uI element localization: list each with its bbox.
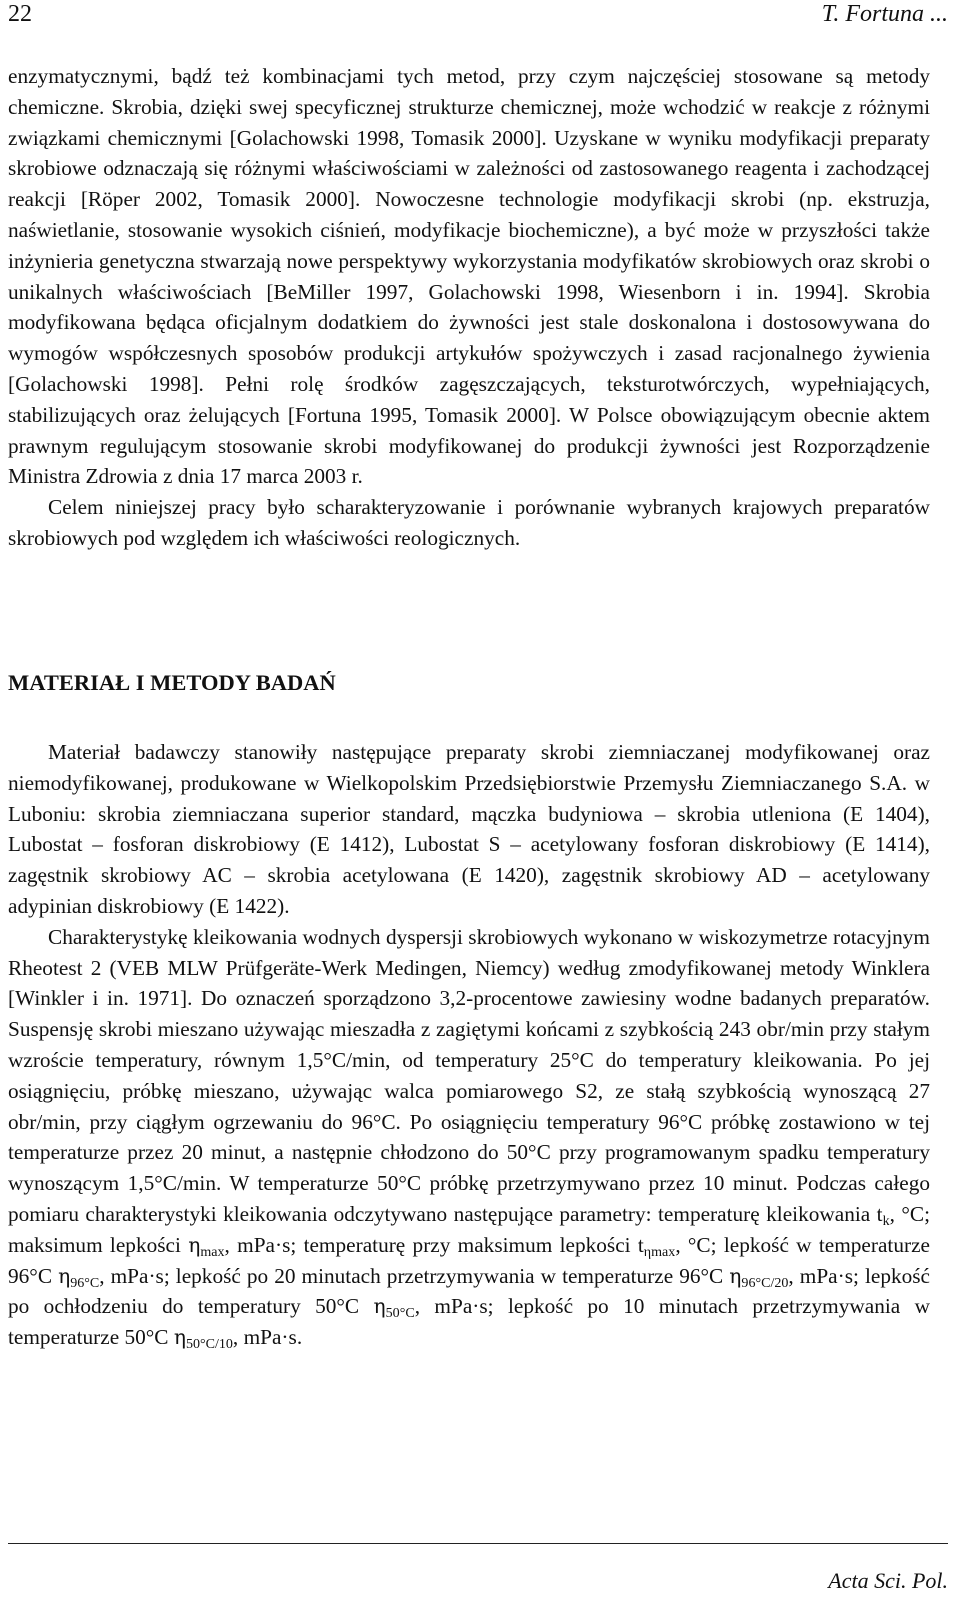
methods-text-g: , mPa·s; lepkość po 10 minutach przetrzymywania w temperaturze 50°C	[8, 1294, 931, 1350]
subscript-etamax: ηmax	[643, 1243, 676, 1260]
methods-text-a: Charakterystykę kleikowania wodnych dyspersji skrobiowych wykonano w wiskozymetrze rotacyjnym Rheotest 2 (VEB MLW Prüfgeräte-Werk Medingen, Niemcy) według zmodyfikowanej metody Winklera [Winkler i in. 1971]. Do oznaczeń sporządzono 3,2-procentowe zawiesiny wodne badanych preparatów. Suspensję skrobi mieszano używając mieszadła z zagiętymi końcami z szybkością 243 obr/min przy stałym wzroście temperatury, równym 1,5°C/min, od temperatury 25°C do temperatury kleikowania. Po jej osiągnięciu, próbkę mieszano, używając walca pomiarowego S2, ze stałą szybkością wynoszącą 27 obr/min, przy ciągłym ogrzewaniu do 96°C. Po osiągnięciu temperatury 96°C próbkę zostawiono w tej temperaturze przez 20 minut, a następnie chłodzono do 50°C przy programowanym spadku temperatury wynoszącym 1,5°C/min. W temperaturze 50°C próbkę przetrzymywano przez 10 minut. Podczas całego pomiaru charakterystyki kleikowania odczytywano następujące parametry: temperaturę kleikowania t	[8, 924, 930, 1226]
eta-symbol: η	[173, 1325, 186, 1350]
subscript-96-20: 96°C/20	[741, 1274, 789, 1291]
footer-rule	[8, 1543, 948, 1544]
journal-name: Acta Sci. Pol.	[828, 1568, 948, 1593]
page-number: 22	[8, 1, 32, 27]
eta-symbol: η	[729, 1263, 742, 1288]
methods-paragraph	[8, 922, 930, 1353]
subscript-k: k	[882, 1213, 890, 1230]
section-heading: MATERIAŁ I METODY BADAŃ	[8, 670, 336, 695]
eta-symbol: η	[373, 1294, 386, 1319]
running-title: T. Fortuna ...	[821, 1, 948, 27]
subscript-96: 96°C	[70, 1274, 100, 1291]
methods-text-d: , °C; lepkość w temperaturze 96°C	[8, 1232, 930, 1288]
intro-text	[8, 61, 930, 554]
methods-text-h: , mPa·s.	[232, 1325, 303, 1350]
methods-text	[8, 737, 930, 1353]
aim-paragraph: Celem niniejszej pracy było scharakteryzowanie i porównanie wybranych krajowych preparatów skrobiowych pod względem ich właściwości reologicznych.	[8, 495, 930, 550]
subscript-50-10: 50°C/10	[185, 1336, 233, 1353]
materials-paragraph: Materiał badawczy stanowiły następujące preparaty skrobi ziemniaczanej modyfikowanej oraz niemodyfikowanej, produkowane w Wielkopolskim Przedsiębiorstwie Przemysłu Ziemniaczanego S.A. w Luboniu: skrobia ziemniaczana superior standard, mączka budyniowa – skrobia utleniona (E 1404), Lubostat – fosforan diskrobiowy (E 1412), Lubostat S – acetylowany fosforan diskrobiowy (E 1414), zagęstnik skrobiowy AC – skrobia acetylowana (E 1420), zagęstnik skrobiowy AD – acetylowany adypinian diskrobiowy (E 1422).	[8, 740, 930, 918]
methods-text-f: , mPa·s; lepkość po ochłodzeniu do temperatury 50°C	[8, 1263, 931, 1319]
intro-paragraph: enzymatycznymi, bądź też kombinacjami tych metod, przy czym najczęściej stosowane są metody chemiczne. Skrobia, dzięki swej specyficznej strukturze chemicznej, może wchodzić w reakcje z różnymi związkami chemicznymi [Golachowski 1998, Tomasik 2000]. Uzyskane w wyniku modyfikacji preparaty skrobiowe odznaczają się różnymi właściwościami w zależności od zastosowanego reagenta i zachodzącej reakcji [Röper 2002, Tomasik 2000]. Nowoczesne technologie modyfikacji skrobi (np. ekstruzja, naświetlanie, stosowanie wysokich ciśnień, modyfikacje biochemiczne), a być może w przyszłości także inżynieria genetyczna stwarzają nowe perspektywy wykorzystania modyfikatów skrobiowych oraz skrobi o unikalnych właściwościach [BeMiller 1997, Golachowski 1998, Wiesenborn i in. 1994]. Skrobia modyfikowana będąca oficjalnym dodatkiem do żywności jest stale doskonalona i dostosowywana do wymogów współczesnych sposobów produkcji artykułów spożywczych i zasad racjonalnego żywienia [Golachowski 1998]. Pełni rolę środków zagęszczających, teksturotwórczych, wypełniających, stabilizujących oraz żelujących [Fortuna 1995, Tomasik 2000]. W Polsce obowiązującym obecnie aktem prawnym regulującym stosowanie skrobi modyfikowanej do produkcji żywności jest Rozporządzenie Ministra Zdrowia z dnia 17 marca 2003 r.	[8, 64, 930, 489]
eta-symbol: η	[188, 1232, 201, 1257]
subscript-50: 50°C	[385, 1305, 415, 1322]
methods-text-c: , mPa·s; temperaturę przy maksimum lepkości t	[224, 1232, 644, 1257]
subscript-max: max	[200, 1243, 225, 1260]
methods-text-b: , °C; maksimum lepkości	[8, 1201, 930, 1257]
methods-text-e: , mPa·s; lepkość po 20 minutach przetrzymywania w temperaturze 96°C	[99, 1263, 730, 1288]
eta-symbol: η	[58, 1263, 71, 1288]
